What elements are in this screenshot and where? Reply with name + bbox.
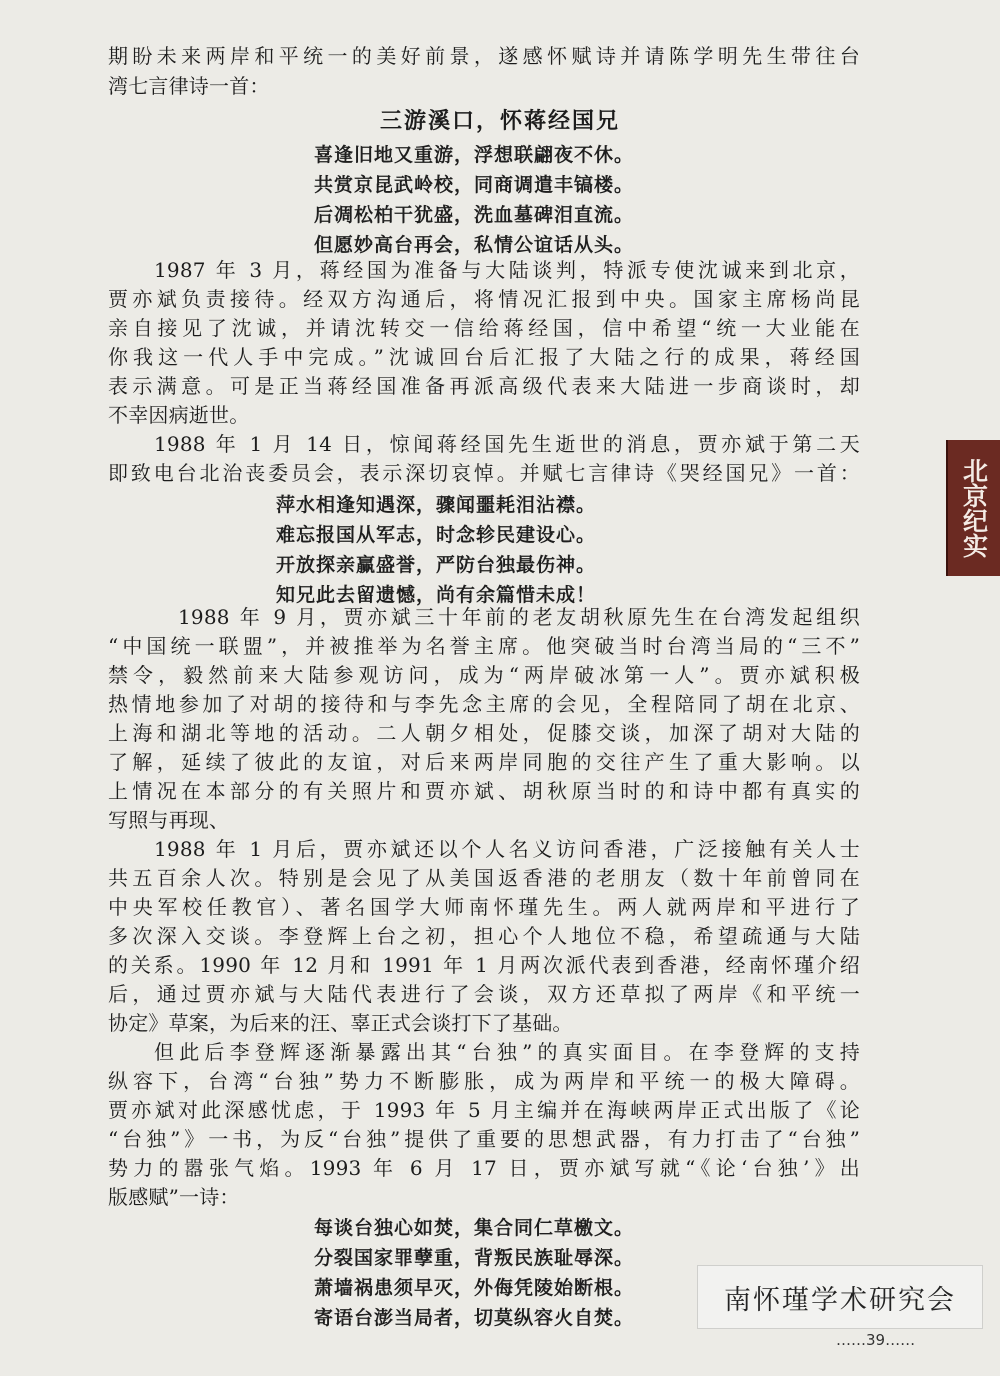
body-line: 热情地参加了对胡的接待和与李先念主席的会见，全程陪同了胡在北京、 <box>108 692 860 716</box>
body-line: 不幸因病逝世。 <box>108 403 250 427</box>
body-line: 后，通过贾亦斌与大陆代表进行了会谈，双方还草拟了两岸《和平统一 <box>108 982 860 1006</box>
section-tab: 北京纪实 <box>946 440 1000 576</box>
poem-line: 寄语台澎当局者，切莫纵容火自焚。 <box>314 1307 635 1329</box>
poem-line: 但愿妙高台再会，私情公谊话从头。 <box>314 234 635 256</box>
poem-line: 知兄此去留遗憾，尚有余篇惜未成！ <box>276 584 597 606</box>
body-line: 版感赋”一诗： <box>108 1185 240 1209</box>
body-line: 的关系。1990 年 12 月和 1991 年 1 月两次派代表到香港，经南怀瑾介绍 <box>108 953 860 977</box>
body-line: 你我这一代人手中完成。”沈诚回台后汇报了大陆之行的成果，蒋经国 <box>108 345 860 369</box>
body-line: 期盼未来两岸和平统一的美好前景，遂感怀赋诗并请陈学明先生带往台 <box>108 44 860 68</box>
poem-line: 萍水相逢知遇深，骤闻噩耗泪沾襟。 <box>276 494 597 516</box>
watermark-stamp: 南怀瑾学术研究会 <box>697 1265 983 1329</box>
body-line: 中央军校任教官）、著名国学大师南怀瑾先生。两人就两岸和平进行了 <box>108 895 860 919</box>
body-line: 1988 年 1 月后，贾亦斌还以个人名义访问香港，广泛接触有关人士 <box>154 837 860 861</box>
body-line: 势力的嚣张气焰。1993 年 6 月 17 日，贾亦斌写就“《论‘台独’》出 <box>108 1156 860 1180</box>
poem-line: 开放探亲赢盛誉，严防台独最伤神。 <box>276 554 597 576</box>
body-line: 1988 年 1 月 14 日，惊闻蒋经国先生逝世的消息，贾亦斌于第二天 <box>154 432 860 456</box>
poem-line: 难忘报国从军志，时念轸民建设心。 <box>276 524 597 546</box>
body-line: 即致电台北治丧委员会，表示深切哀悼。并赋七言律诗《哭经国兄》一首： <box>108 461 860 485</box>
body-line: 贾亦斌对此深感忧虑，于 1993 年 5 月主编并在海峡两岸正式出版了《论 <box>108 1098 860 1122</box>
body-line: 1988 年 9 月，贾亦斌三十年前的老友胡秋原先生在台湾发起组织 <box>178 605 860 629</box>
body-line: 禁令，毅然前来大陆参观访问，成为“两岸破冰第一人”。贾亦斌积极 <box>108 663 860 687</box>
body-line: 亲自接见了沈诚，并请沈转交一信给蒋经国，信中希望“统一大业能在 <box>108 316 860 340</box>
page-number: ……39…… <box>836 1331 916 1349</box>
body-line: 多次深入交谈。李登辉上台之初，担心个人地位不稳，希望疏通与大陆 <box>108 924 860 948</box>
poem-line: 喜逢旧地又重游，浮想联翩夜不休。 <box>314 144 635 166</box>
body-line: 协定》草案，为后来的汪、辜正式会谈打下了基础。 <box>108 1011 573 1035</box>
body-line: 纵容下，台湾“台独”势力不断膨胀，成为两岸和平统一的极大障碍。 <box>108 1069 860 1093</box>
body-line: 表示满意。可是正当蒋经国准备再派高级代表来大陆进一步商谈时，却 <box>108 374 860 398</box>
body-line: “中国统一联盟”，并被推举为名誉主席。他突破当时台湾当局的“三不” <box>108 634 860 658</box>
body-line: 但此后李登辉逐渐暴露出其“台独”的真实面目。在李登辉的支持 <box>154 1040 860 1064</box>
poem-line: 共赏京昆武岭校，同商调遣丰镐楼。 <box>314 174 635 196</box>
body-line: 写照与再现、 <box>108 808 230 832</box>
body-line: 1987 年 3 月，蒋经国为准备与大陆谈判，特派专使沈诚来到北京， <box>154 258 860 282</box>
body-line: “台独”》一书，为反“台独”提供了重要的思想武器，有力打击了“台独” <box>108 1127 860 1151</box>
body-line: 湾七言律诗一首： <box>108 74 270 98</box>
poem-line: 每谈台独心如焚，集合同仁草檄文。 <box>314 1217 635 1239</box>
body-line: 上情况在本部分的有关照片和贾亦斌、胡秋原当时的和诗中都有真实的 <box>108 779 860 803</box>
poem-line: 萧墙祸患须早灭，外侮凭陵始断根。 <box>314 1277 635 1299</box>
body-line: 了解，延续了彼此的友谊，对后来两岸同胞的交往产生了重大影响。以 <box>108 750 860 774</box>
body-line: 上海和湖北等地的活动。二人朝夕相处，促膝交谈，加深了胡对大陆的 <box>108 721 860 745</box>
body-line: 贾亦斌负责接待。经双方沟通后，将情况汇报到中央。国家主席杨尚昆 <box>108 287 860 311</box>
poem-title: 三游溪口，怀蒋经国兄 <box>379 109 620 134</box>
poem-line: 分裂国家罪孽重，背叛民族耻辱深。 <box>314 1247 635 1269</box>
poem-line: 后凋松柏干犹盛，洗血墓碑泪直流。 <box>314 204 635 226</box>
body-line: 共五百余人次。特别是会见了从美国返香港的老朋友（数十年前曾同在 <box>108 866 860 890</box>
